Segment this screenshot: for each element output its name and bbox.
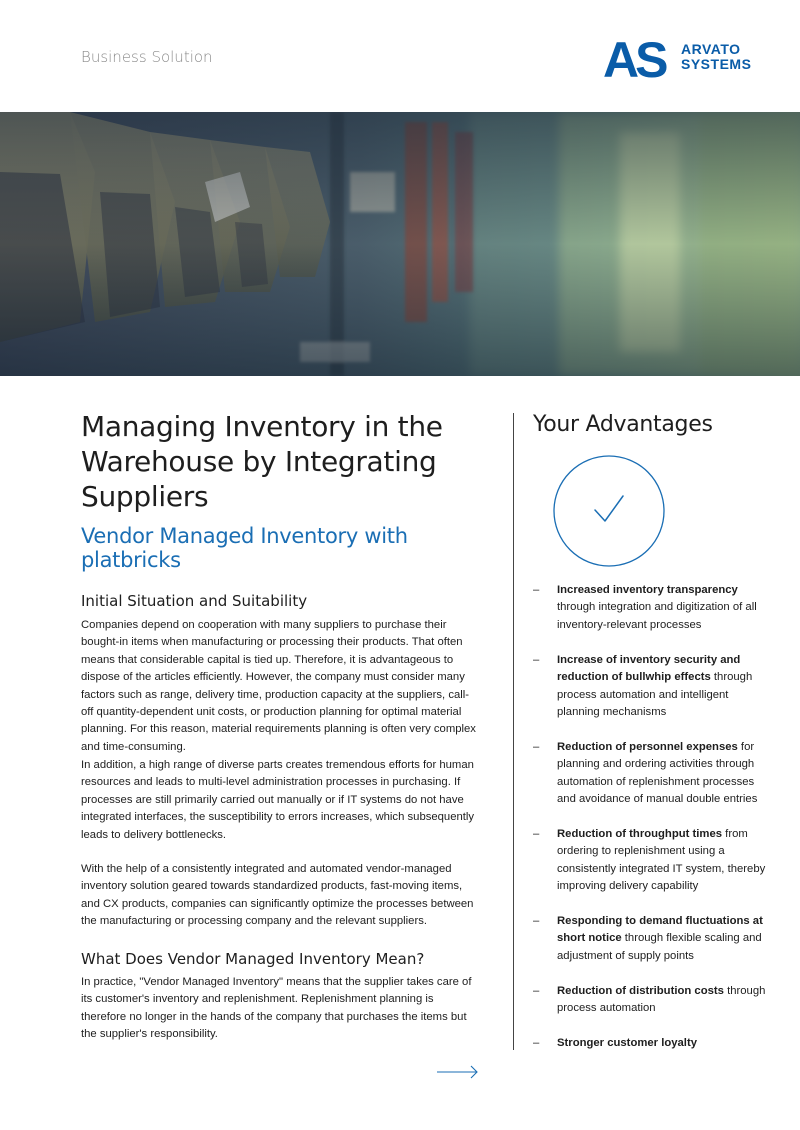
list-dash: – xyxy=(533,915,540,927)
column-divider xyxy=(513,413,514,1050)
page-title: Managing Inventory in the Warehouse by Integrating Suppliers xyxy=(81,410,443,513)
advantage-bold: Reduction of throughput times xyxy=(557,828,723,840)
logo-wordmark xyxy=(681,42,751,72)
advantage-bold: Stronger customer loyalty xyxy=(557,1037,697,1049)
list-dash: – xyxy=(533,1037,540,1049)
logo-line-2: SYSTEMS xyxy=(681,56,752,72)
section-heading-initial-situation: Initial Situation and Suitability xyxy=(81,592,308,610)
paragraph-1: Companies depend on cooperation with many suppliers to purchase their bought-in items when manufacturing or processing their products. That often means that considerable capital is tied up. Therefore, it is advantageous to dispose of the articles efficiently. However, the company must consider many factors such as range, delivery time, production capacity at the suppliers, call-off quantity-dependent unit costs, or production planning for optimal material planning. For this reason, material requirements planning is often very complex and time-consuming. xyxy=(81,619,476,753)
as-logo-mark-icon xyxy=(603,38,675,80)
advantage-text: from ordering to replenishment using a consistently integrated IT system, thereby improving delivery capability xyxy=(557,828,766,893)
list-dash: – xyxy=(533,654,540,666)
advantages-title: Your Advantages xyxy=(533,412,713,437)
advantage-bold: Reduction of distribution costs xyxy=(557,985,724,997)
list-dash: – xyxy=(533,985,540,997)
logo-line-1: ARVATO xyxy=(681,41,741,57)
top-label: Business Solution xyxy=(81,48,213,66)
paragraph-3: With the help of a consistently integrated and automated vendor-managed inventory solution geared towards standardized products, fast-moving items, and CX products, companies can significantly optimize the processes between the manufacturing or processing company and the relevant suppliers. xyxy=(81,863,474,928)
list-dash: – xyxy=(533,741,540,753)
list-dash: – xyxy=(533,828,540,840)
section-heading-vmi-meaning: What Does Vendor Managed Inventory Mean? xyxy=(81,950,425,968)
advantage-bold: Reduction of personnel expenses xyxy=(557,741,738,753)
advantage-bold: Responding to demand fluctuations at short notice xyxy=(557,915,763,945)
list-dash: – xyxy=(533,584,540,596)
warehouse-shelves-image xyxy=(0,112,800,376)
arrow-right-icon[interactable] xyxy=(436,1064,480,1080)
advantage-text: through integration and digitization of all inventory-relevant processes xyxy=(557,601,757,631)
checkmark-circle-icon xyxy=(552,455,666,569)
advantage-text: through flexible scaling and adjustment of supply points xyxy=(557,932,762,962)
advantage-text: for planning and ordering activities through automation of replenishment processes and avoidance of manual double entries xyxy=(557,741,758,806)
advantage-bold: Increase of inventory security and reduction of bullwhip effects xyxy=(557,654,741,684)
hero-image xyxy=(0,112,800,376)
advantage-bold: Increased inventory transparency xyxy=(557,584,738,596)
company-logo[interactable] xyxy=(603,38,753,80)
advantage-text: through process automation and intelligent planning mechanisms xyxy=(557,671,753,719)
paragraph-2: In addition, a high range of diverse parts creates tremendous efforts for human resources and leads to multi-level administration processes in purchasing. If processes are still primarily carried out manually or if IT systems do not have integrated interfaces, the susceptibility to errors increases, which subsequently leads to delivery bottlenecks. xyxy=(81,759,475,841)
page-subtitle: Vendor Managed Inventory with platbricks xyxy=(81,524,408,572)
paragraph-4: In practice, "Vendor Managed Inventory" means that the supplier takes care of its customer's inventory and replenishment. Replenishment planning is therefore no longer in the hands of the company that purchases the items but the supplier's responsibility. xyxy=(81,976,472,1041)
logo-mark-text: AS xyxy=(603,38,665,80)
advantage-text: through process automation xyxy=(557,985,766,1015)
